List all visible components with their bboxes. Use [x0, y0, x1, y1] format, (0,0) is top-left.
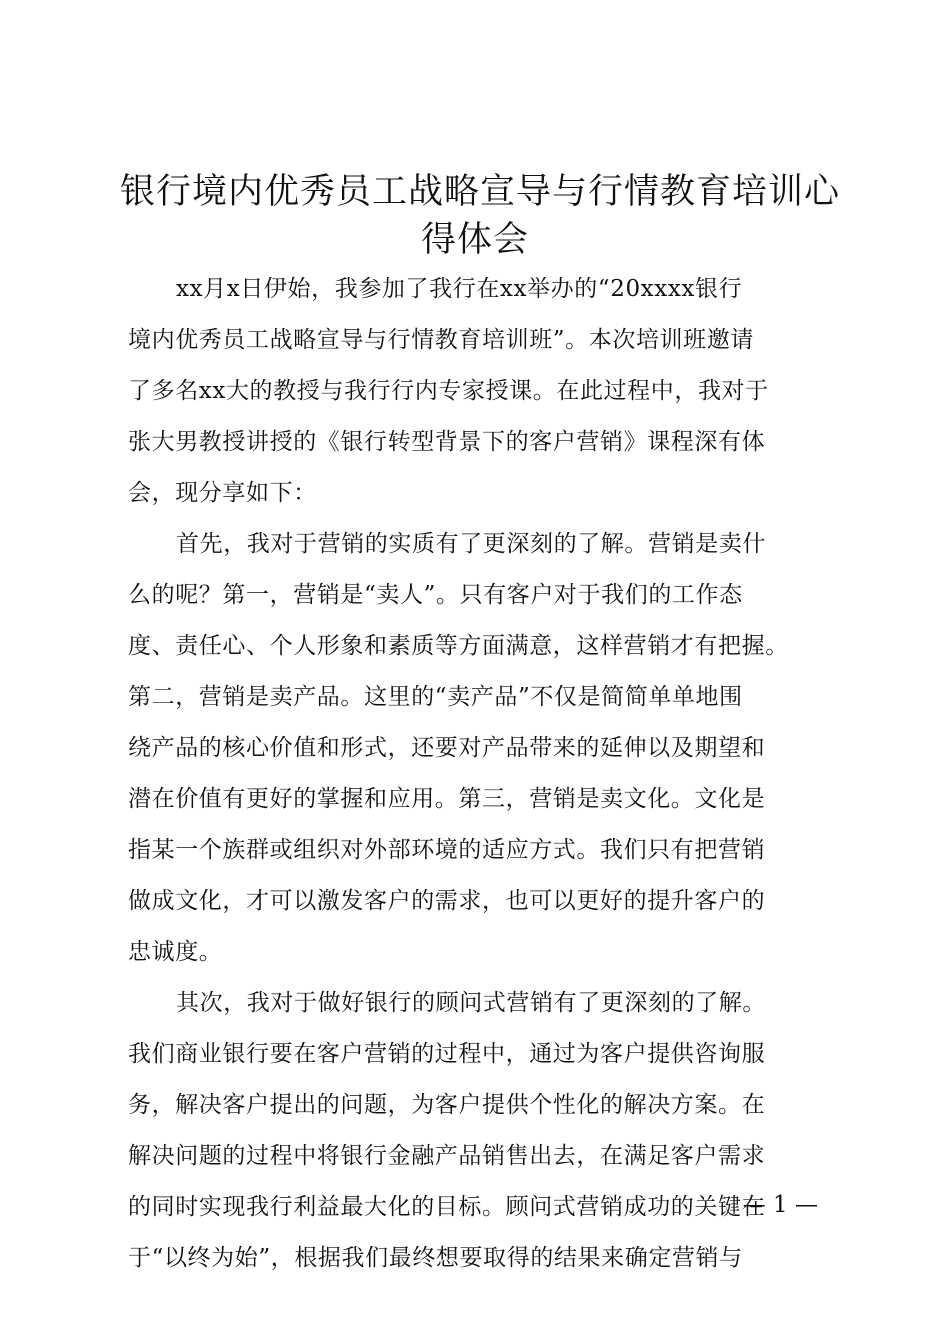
- paragraph-line: 潜在价值有更好的掌握和应用。第三，营销是卖文化。文化是: [128, 786, 766, 812]
- paragraph-line: 么的呢？第一，营销是“卖人”。只有客户对于我们的工作态: [128, 582, 743, 608]
- paragraph-line: 忠诚度。: [128, 939, 223, 965]
- paragraph-line: xx月x日伊始，我参加了我行在xx举办的“20xxxx银行: [176, 276, 743, 302]
- paragraph-line: 会，现分享如下：: [128, 480, 317, 506]
- paragraph-line: 了多名xx大的教授与我行行内专家授课。在此过程中，我对于: [128, 378, 769, 404]
- paragraph-line: 其次，我对于做好银行的顾问式营销有了更深刻的了解。: [176, 990, 766, 1016]
- paragraph-line: 的同时实现我行利益最大化的目标。顾问式营销成功的关键在: [128, 1194, 766, 1220]
- paragraph-line: 做成文化，才可以激发客户的需求，也可以更好的提升客户的: [128, 888, 766, 914]
- page-number: — 1 —: [742, 1192, 818, 1218]
- paragraph-line: 张大男教授讲授的《银行转型背景下的客户营销》课程深有体: [128, 429, 766, 455]
- paragraph-line: 务，解决客户提出的问题，为客户提供个性化的解决方案。在: [128, 1092, 766, 1118]
- paragraph-line: 度、责任心、个人形象和素质等方面满意，这样营销才有把握。: [128, 633, 789, 659]
- document-title: [120, 168, 841, 264]
- paragraph-line: 解决问题的过程中将银行金融产品销售出去，在满足客户需求: [128, 1143, 766, 1169]
- paragraph-line: 第二，营销是卖产品。这里的“卖产品”不仅是简简单单地围: [128, 684, 743, 710]
- title-line: 得体会: [420, 220, 529, 260]
- paragraph-line: 指某一个族群或组织对外部环境的适应方式。我们只有把营销: [128, 837, 766, 863]
- document-body: [128, 264, 828, 1284]
- paragraph-line: 于“以终为始”，根据我们最终想要取得的结果来确定营销与: [128, 1245, 743, 1271]
- paragraph-line: 首先，我对于营销的实质有了更深刻的了解。营销是卖什: [176, 531, 766, 557]
- paragraph-line: 境内优秀员工战略宣导与行情教育培训班”。本次培训班邀请: [128, 327, 754, 353]
- paragraph-line: 绕产品的核心价值和形式，还要对产品带来的延伸以及期望和: [128, 735, 766, 761]
- paragraph-line: 我们商业银行要在客户营销的过程中，通过为客户提供咨询服: [128, 1041, 766, 1067]
- title-line: 银行境内优秀员工战略宣导与行情教育培训心: [120, 172, 841, 212]
